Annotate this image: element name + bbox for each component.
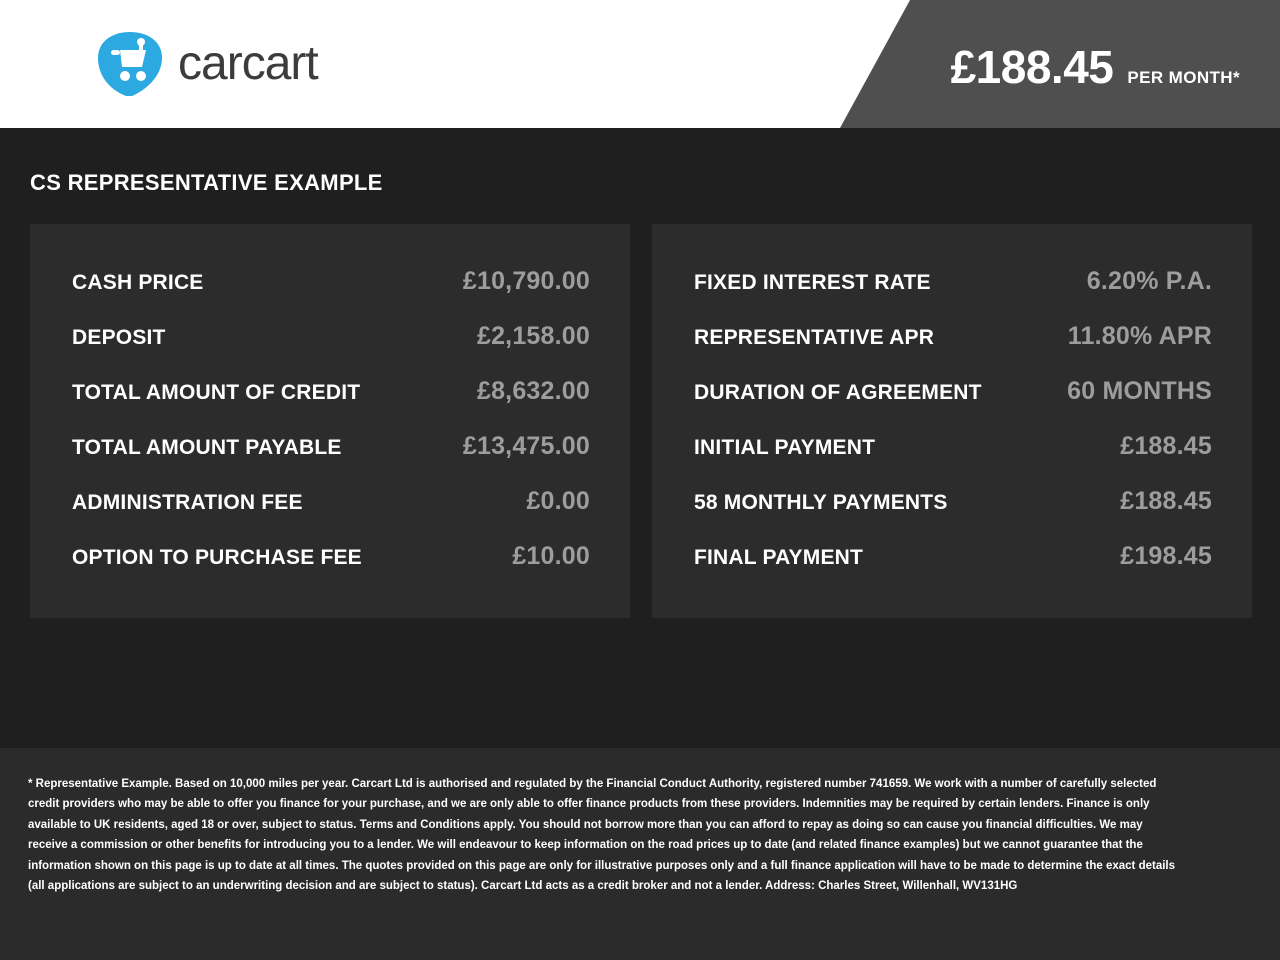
row-value: £2,158.00 xyxy=(476,322,590,350)
row-value: £0.00 xyxy=(526,487,590,515)
row-label: FINAL PAYMENT xyxy=(694,546,864,569)
row-value: £188.45 xyxy=(1120,487,1212,515)
table-row xyxy=(674,309,1230,364)
row-label: DURATION OF AGREEMENT xyxy=(694,381,982,404)
footer-disclaimer-section xyxy=(0,748,1280,960)
table-row xyxy=(674,254,1230,309)
row-label: INITIAL PAYMENT xyxy=(694,436,876,459)
row-label: TOTAL AMOUNT PAYABLE xyxy=(72,436,342,459)
table-row xyxy=(52,364,608,419)
table-row xyxy=(52,474,608,529)
monthly-price xyxy=(950,41,1240,93)
row-value: £10.00 xyxy=(512,542,590,570)
row-value: £10,790.00 xyxy=(462,267,590,295)
row-label: TOTAL AMOUNT OF CREDIT xyxy=(72,381,361,404)
disclaimer-text: * Representative Example. Based on 10,000 miles per year. Carcart Ltd is authorised and regulated by the Financial Conduct Authority, registered number 741659. We work with a number of carefully selected credit providers who may be able to offer you finance for your purchase, and we are only able to offer finance products from these providers. Indemnities may be required by certain lenders. Finance is only available to UK residents, aged 18 or over, subject to status. Terms and Conditions apply. You should not borrow more than you can afford to repay as doing so can cause you financial difficulties. We may receive a commission or other benefits for introducing you to a lender. We will endeavour to keep information on the road prices up to date (and related finance examples) but we cannot guarantee that the information shown on this page is up to date at all times. The quotes provided on this page are only for illustrative purposes only and a full finance application will have to be made to determine the exact details (all applications are subject to an underwriting decision and are subject to status). Carcart Ltd acts as a credit broker and not a lender. Address: Charles Street, Willenhall, WV131HG xyxy=(28,778,1176,893)
table-row xyxy=(674,474,1230,529)
brand-logo-text-part2: cart xyxy=(241,37,318,90)
table-row xyxy=(52,254,608,309)
brand-logo[interactable] xyxy=(96,30,318,98)
row-label: ADMINISTRATION FEE xyxy=(72,491,303,514)
price-amount: £188.45 xyxy=(950,41,1114,93)
table-row xyxy=(674,419,1230,474)
representative-example-section xyxy=(0,128,1280,748)
table-row xyxy=(674,364,1230,419)
table-row xyxy=(52,309,608,364)
row-value: £188.45 xyxy=(1120,432,1212,460)
row-value: 11.80% APR xyxy=(1067,322,1212,350)
price-period-label: PER MONTH* xyxy=(1127,68,1240,87)
row-value: £198.45 xyxy=(1120,542,1212,570)
row-value: £8,632.00 xyxy=(476,377,590,405)
row-value: 60 MONTHS xyxy=(1067,377,1212,405)
finance-panel-right xyxy=(652,224,1252,618)
brand-logo-text xyxy=(178,37,318,90)
finance-details-panels xyxy=(0,196,1280,618)
carcart-shopping-cart-logo-icon xyxy=(96,30,164,98)
row-label: FIXED INTEREST RATE xyxy=(694,271,931,294)
row-value: £13,475.00 xyxy=(462,432,590,460)
finance-panel-left xyxy=(30,224,630,618)
row-value: 6.20% P.A. xyxy=(1086,267,1212,295)
brand-logo-text-part1: car xyxy=(178,37,242,90)
table-row xyxy=(52,529,608,584)
table-row xyxy=(674,529,1230,584)
row-label: OPTION TO PURCHASE FEE xyxy=(72,546,362,569)
row-label: CASH PRICE xyxy=(72,271,204,294)
row-label: DEPOSIT xyxy=(72,326,166,349)
page-header xyxy=(0,0,1280,128)
page-title: CS REPRESENTATIVE EXAMPLE xyxy=(30,170,383,195)
table-row xyxy=(52,419,608,474)
row-label: 58 MONTHLY PAYMENTS xyxy=(694,491,948,514)
row-label: REPRESENTATIVE APR xyxy=(694,326,935,349)
